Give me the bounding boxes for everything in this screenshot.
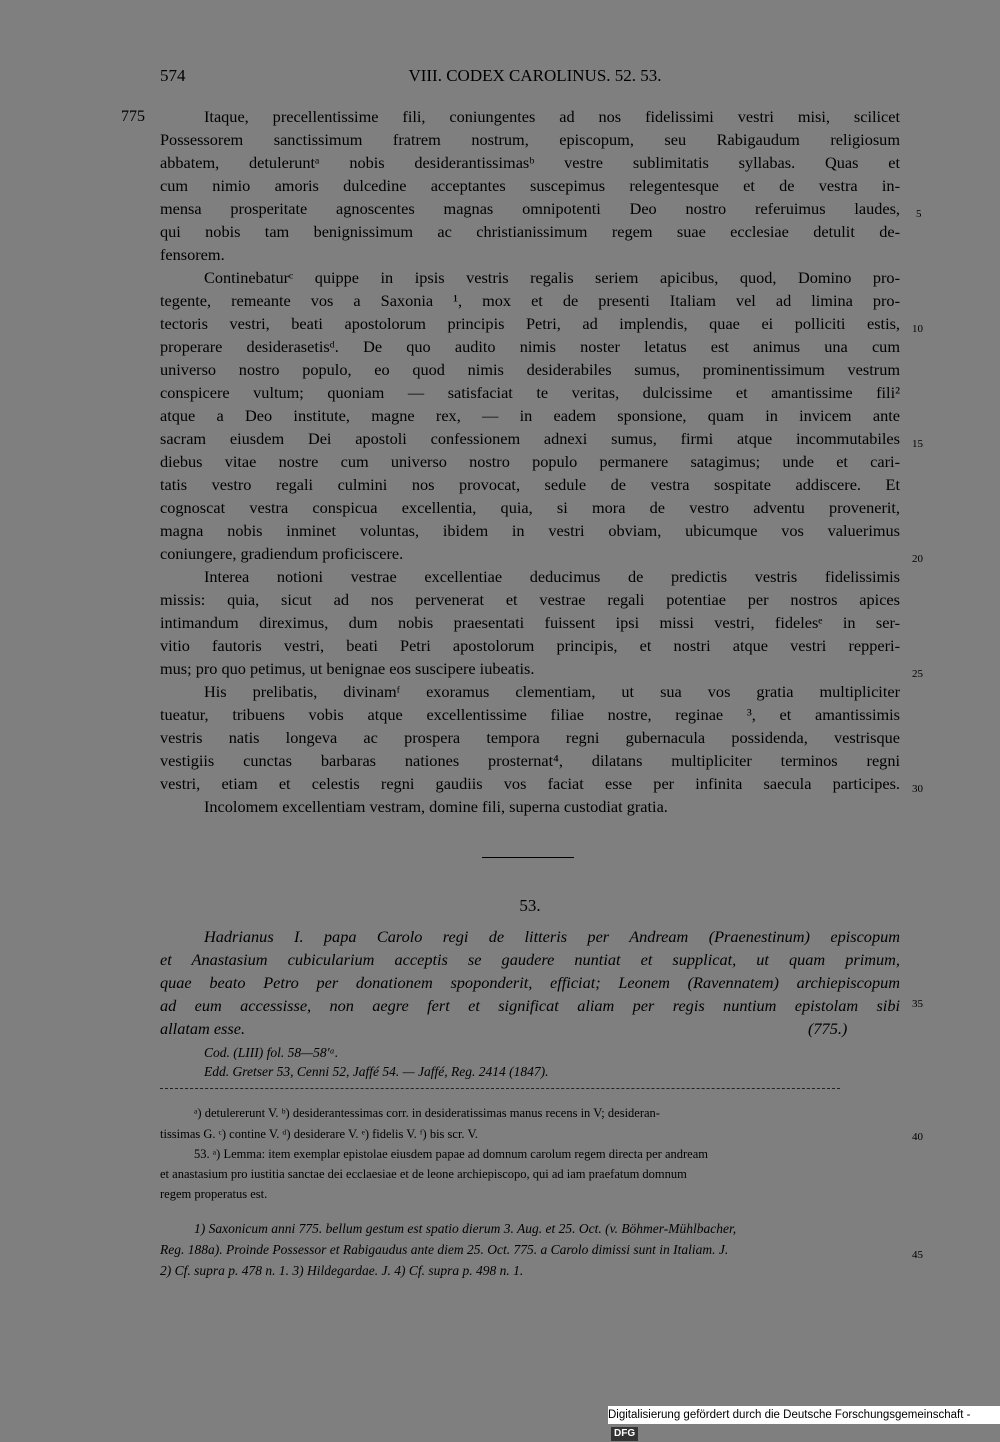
dfg-logo: DFG (611, 1427, 638, 1441)
apparatus-rule (160, 1088, 840, 1090)
line-number: 10 (912, 323, 923, 335)
note-line: Reg. 188a). Proinde Possessor et Rabigaudus ante diem 25. Oct. 775. a Carolo dimissi sunt in Italiam. J. (160, 1242, 729, 1257)
page-number: 574 (160, 66, 186, 85)
apparatus-line: 53. ᵃ) Lemma: item exemplar epistolae eiusdem papae ad domnum carolum regem directa per andream (194, 1147, 708, 1161)
body-line: His prelibatis, divinamᶠ exoramus clementiam, ut sua vos gratia multipliciter (204, 682, 900, 701)
apparatus-line: ᵃ) detulererunt V. ᵇ) desiderantessimas corr. in desideratissimas manus recens in V; desideran- (194, 1106, 660, 1120)
body-line: fensorem. (160, 245, 225, 264)
summary-line: Hadrianus I. papa Carolo regi de litteris per Andream (Praenestinum) episcopum (204, 927, 900, 946)
line-number: 25 (912, 668, 923, 680)
body-line: Interea notioni vestrae excellentiae deducimus de predictis vestris fidelissimis (204, 567, 900, 586)
note-line: 1) Saxonicum anni 775. bellum gestum est spatio dierum 3. Aug. et 25. Oct. (v. Böhmer-Mühlbacher, (194, 1221, 737, 1236)
body-line: intimandum direximus, dum nobis praesentati fuissent ipsi missi vestri, fidelesᵉ in ser- (160, 613, 900, 632)
body-line: properare desiderasetisᵈ. De quo audito nimis noster letatus est animus una cum (160, 337, 900, 356)
body-line: cognoscat vestra conspicua excellentia, quia, si mora de vestro adventu provenerit, (160, 498, 900, 517)
body-line: tegente, remeante vos a Saxonia ¹, mox et de presenti Italiam vel ad limina pro- (160, 291, 900, 310)
body-line: Possessorem sanctissimum fratrem nostrum, episcopum, seu Rabigaudum religiosum (160, 130, 900, 149)
line-number: 30 (912, 783, 923, 795)
source-codex: Cod. (LIII) fol. 58—58'ᵃ. (204, 1045, 339, 1060)
body-line: vestri, etiam et celestis regni gaudiis vos faciat esse per infinita saecula participes. (160, 774, 900, 793)
body-line: vestris natis longeva ac prospera tempora regni gubernacula possidenda, vestrisque (160, 728, 900, 747)
line-number: 35 (912, 998, 923, 1010)
body-line: abbatem, detuleruntᵃ nobis desiderantissimasᵇ vestre sublimitatis syllabas. Quas et (160, 153, 900, 172)
apparatus-line: tissimas G. ᶜ) contine V. ᵈ) desiderare V. ᵉ) fidelis V. ᶠ) bis scr. V. (160, 1127, 478, 1141)
body-line: mensa prosperitate agnoscentes magnas omnipotenti Deo nostro referuimus laudes, (160, 199, 900, 218)
note-line: 2) Cf. supra p. 478 n. 1. 3) Hildegardae. J. 4) Cf. supra p. 498 n. 1. (160, 1263, 524, 1278)
body-line: coniungere, gradiendum proficiscere. (160, 544, 404, 563)
body-line: diebus vitae nostre cum universo nostro populo permanere satagimus; unde et cari- (160, 452, 900, 471)
footer-bar (608, 1406, 1000, 1439)
body-line: tueatur, tribuens vobis atque excellentissime filiae nostre, reginae ³, et amantissimis (160, 705, 900, 724)
summary-date: (775.) (808, 1019, 848, 1038)
footer-text: Digitalisierung gefördert durch die Deutsche Forschungsgemeinschaft - (608, 1409, 971, 1421)
body-line: missis: quia, sicut ad nos pervenerat et vestrae regali potentiae per nostros apices (160, 590, 900, 609)
running-title: VIII. CODEX CAROLINUS. 52. 53. (408, 66, 662, 85)
body-line: mus; pro quo petimus, ut benignae eos suscipere iubeatis. (160, 659, 535, 678)
body-line: atque a Deo institute, magne rex, — in eadem sponsione, quam in invicem ante (160, 406, 900, 425)
year-margin: 775 (121, 108, 145, 125)
body-line: Itaque, precellentissime fili, coniungentes ad nos fidelissimi vestri misi, scilicet (204, 107, 900, 126)
summary-line: et Anastasium cubicularium acceptis se gaudere nuntiat et supplicat, ut quam primum, (160, 950, 900, 969)
body-line: vitio fautoris vestri, beati Petri apostolorum principis, et nostri atque vestri repperi- (160, 636, 900, 655)
body-line: magna nobis inminet voluntas, ibidem in vestri obviam, ubicumque vos valuerimus (160, 521, 900, 540)
body-line: tectoris vestri, beati apostolorum principis Petri, ad implendis, quae ei polliciti estis, (160, 314, 900, 333)
body-line: Incolomem excellentiam vestram, domine fili, superna custodiat gratia. (204, 797, 668, 816)
line-number: 5 (916, 208, 922, 220)
body-line: vestigiis cunctas barbaras nationes prosternat⁴, dilatans multipliciter terminos regni (160, 751, 900, 770)
body-line: universo nostro populo, eo quod nimis desiderabiles sumus, prominentissimum vestrum (160, 360, 900, 379)
summary-line: allatam esse. (160, 1019, 246, 1038)
source-editions: Edd. Gretser 53, Cenni 52, Jaffé 54. — Jaffé, Reg. 2414 (1847). (204, 1064, 549, 1079)
apparatus-line: regem properatus est. (160, 1187, 268, 1201)
body-line: conspicere vultum; quoniam — satisfaciat te veritas, dulcissime et amantissime fili² (160, 383, 900, 402)
summary-line: ad eum accessisse, non aegre fert et significat aliam per regis nuntium epistolam sibi (160, 996, 900, 1015)
line-number: 20 (912, 553, 923, 565)
summary-line: quae beato Petro per donationem spoponderit, efficiat; Leonem (Ravennatem) archiepiscopum (160, 973, 900, 992)
body-line: qui nobis tam benignissimum ac christianissimum regem suae ecclesiae detulit de- (160, 222, 900, 241)
section-divider (482, 857, 574, 858)
body-line: tatis vestro regali culmini nos provocat, sedule de vestra sospitate addiscere. Et (160, 475, 900, 494)
line-number: 45 (912, 1249, 923, 1261)
apparatus-line: et anastasium pro iustitia sanctae dei ecclaesiae et de leone archiepiscopo, qui ad iam praefatum domnum (160, 1167, 687, 1181)
body-line: sacram eiusdem Dei apostoli confessionem adnexi sumus, firmi atque incommutabiles (160, 429, 900, 448)
line-number: 15 (912, 438, 923, 450)
body-line: cum nimio amoris dulcedine acceptantes suscepimus relegentesque et de vestra in- (160, 176, 900, 195)
letter-number: 53. (519, 896, 541, 915)
line-number: 40 (912, 1131, 923, 1143)
body-line: Continebaturᶜ quippe in ipsis vestris regalis seriem apicibus, quod, Domino pro- (204, 268, 900, 287)
